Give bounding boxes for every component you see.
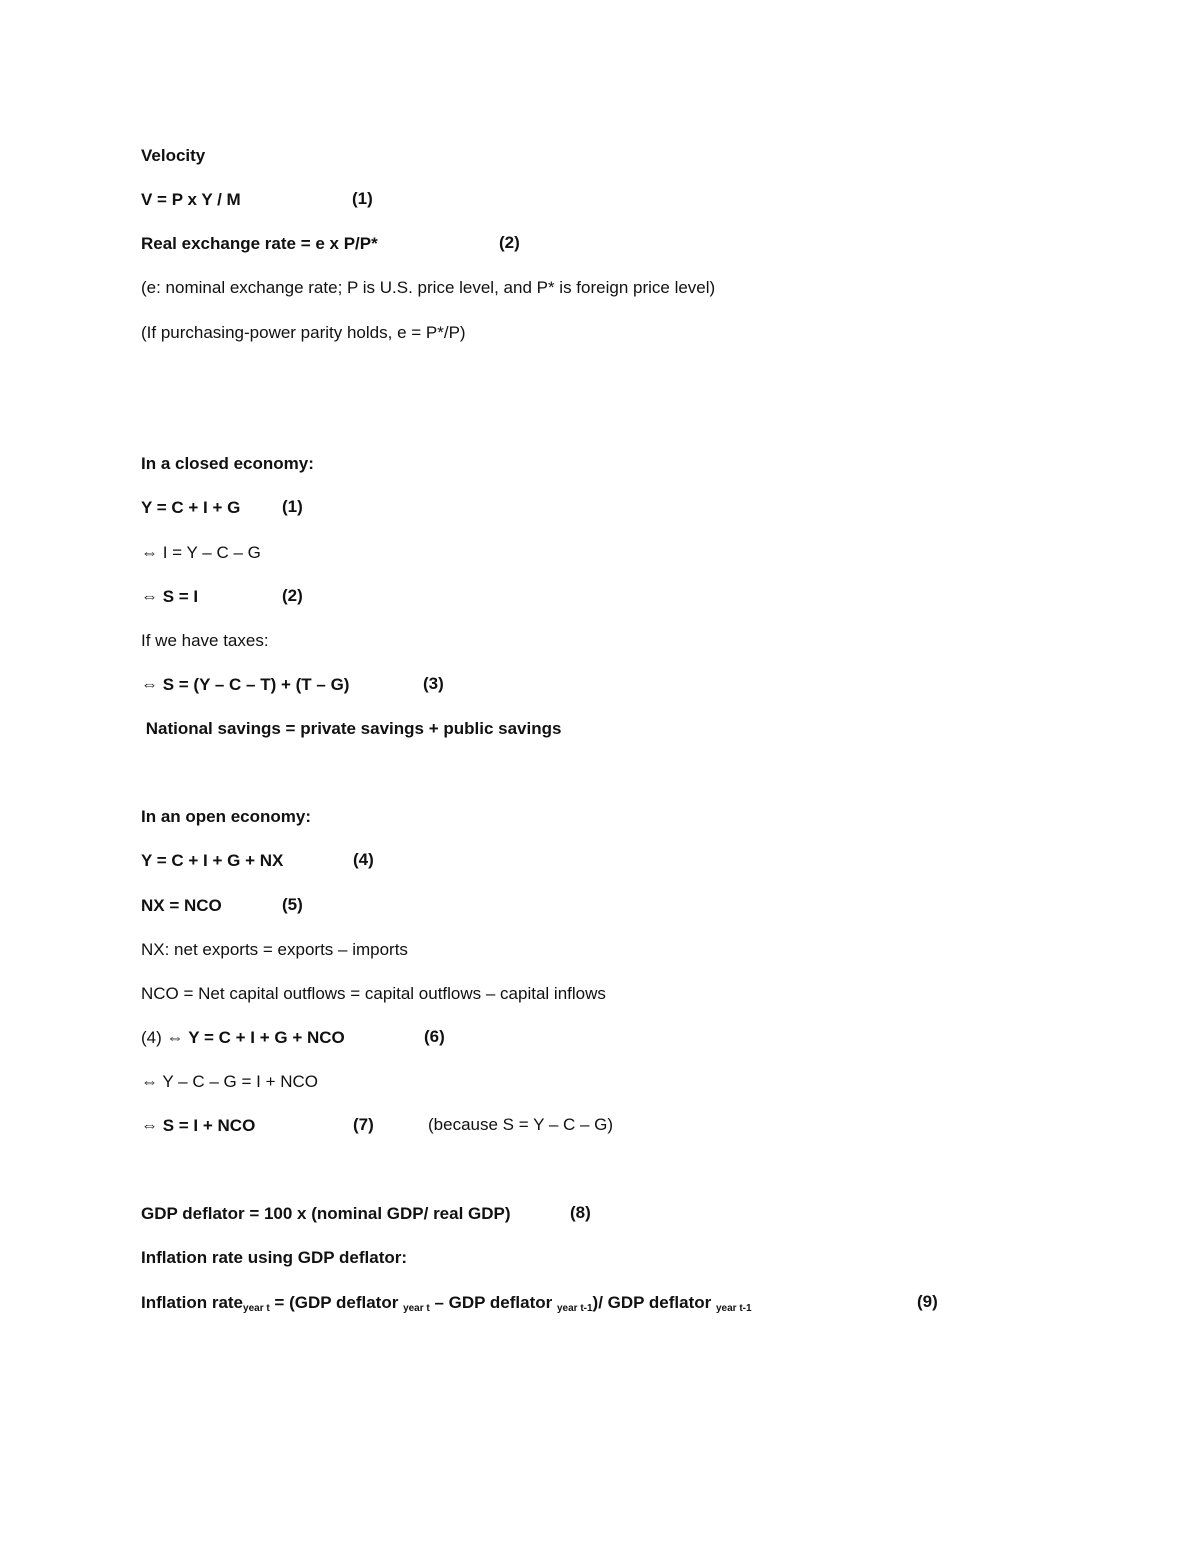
equation-number: (1) [352,189,373,208]
subscript: year t-1 [715,1303,752,1314]
equation-number: (4) [353,850,374,869]
inflation-formula [141,1292,752,1320]
closed-economy-heading: In a closed economy: [141,454,314,473]
open-eq6b: ⇔ Y – C – G = I + NCO [141,1072,318,1091]
velocity-heading: Velocity [141,146,206,165]
taxes-label: If we have taxes: [141,631,269,650]
equation-number: (3) [423,674,444,693]
equation-number: (8) [570,1203,591,1222]
open-economy-heading: In an open economy: [141,807,312,826]
equation-number: (5) [282,895,303,914]
real-exchange-rate: Real exchange rate = e x P/P* [141,234,378,253]
inflation-rate-label: Inflation rate [141,1293,244,1312]
velocity-formula: V = P x Y / M [141,190,241,209]
equation-number: (2) [499,233,520,252]
equation-number: (9) [917,1292,938,1311]
formula-part: – GDP deflator [429,1293,557,1312]
ppp-note: (If purchasing-power parity holds, e = P*/P) [141,323,466,342]
eq7-note: (because S = Y – C – G) [428,1115,614,1134]
exchange-note: (e: nominal exchange rate; P is U.S. price level, and P* is foreign price level) [141,278,716,297]
national-savings: National savings = private savings + public savings [141,719,562,738]
inflation-heading: Inflation rate using GDP deflator: [141,1248,408,1267]
gdp-deflator: GDP deflator = 100 x (nominal GDP/ real GDP) [141,1204,511,1223]
equation-number: (7) [353,1115,374,1134]
nx-definition: NX: net exports = exports – imports [141,940,408,959]
closed-eq1: Y = C + I + G [141,498,241,517]
formula-part: = (GDP deflator [269,1293,404,1312]
closed-eq3: ⇔ S = (Y – C – T) + (T – G) [141,675,350,694]
open-eq7: ⇔ S = I + NCO [141,1116,256,1135]
closed-eq1b: ⇔ I = Y – C – G [141,543,261,562]
closed-eq2: ⇔ S = I [141,587,199,606]
eq6-body: Y = C + I + G + NCO [188,1028,345,1047]
formula-part: )/ GDP deflator [592,1293,716,1312]
eq6-prefix: (4) ⇔ [141,1028,189,1047]
open-eq5: NX = NCO [141,896,222,915]
subscript: year t-1 [556,1303,593,1314]
equation-number: (2) [282,586,303,605]
open-eq6 [141,1027,345,1049]
nco-definition: NCO = Net capital outflows = capital outflows – capital inflows [141,984,606,1003]
open-eq4: Y = C + I + G + NX [141,851,284,870]
subscript: year t [403,1303,430,1314]
subscript: year t [243,1303,270,1314]
equation-number: (1) [282,497,303,516]
equation-number: (6) [424,1027,445,1046]
